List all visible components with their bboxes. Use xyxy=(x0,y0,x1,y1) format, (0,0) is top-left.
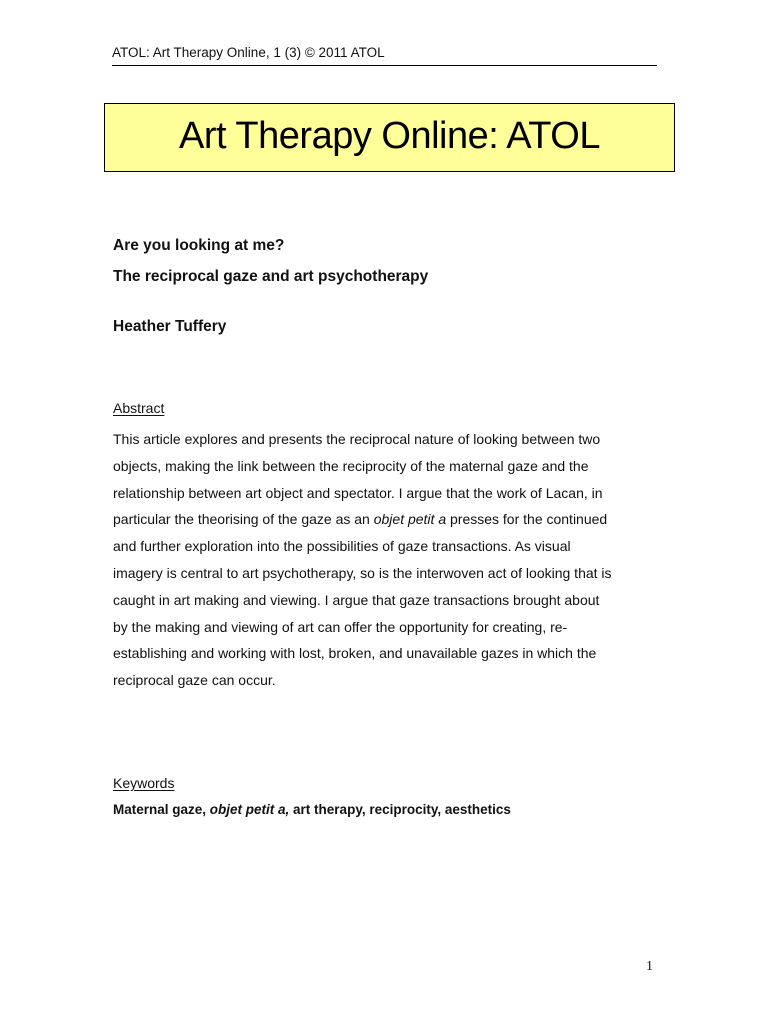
abstract-line: establishing and working with lost, broken, and unavailable gazes in which the xyxy=(113,645,597,662)
abstract-line: This article explores and presents the reciprocal nature of looking between two xyxy=(113,431,601,447)
abstract-text-segment: presses for the continued xyxy=(446,511,608,528)
journal-banner-title: Art Therapy Online: ATOL xyxy=(179,114,600,157)
abstract-line: objects, making the link between the reciprocity of the maternal gaze and the xyxy=(113,457,589,474)
article-title-line-1: Are you looking at me? xyxy=(113,237,285,254)
journal-banner xyxy=(104,103,675,172)
abstract-heading: Abstract xyxy=(113,400,165,416)
abstract-line: reciprocal gaze can occur. xyxy=(113,672,276,689)
article-title-line-2: The reciprocal gaze and art psychotherapy xyxy=(113,268,429,285)
abstract-text-segment: particular the theorising of the gaze as an xyxy=(113,511,374,528)
keywords-list xyxy=(113,800,511,820)
abstract-line: imagery is central to art psychotherapy, so is the interwoven act of looking that is xyxy=(113,564,612,581)
abstract-italic-term: objet petit a xyxy=(373,511,447,528)
abstract-body xyxy=(113,426,658,694)
abstract-line: relationship between art object and spectator. I argue that the work of Lacan, in xyxy=(113,484,603,501)
keywords-text-segment: Maternal gaze, xyxy=(113,802,210,817)
keywords-italic-term: objet petit a, xyxy=(209,802,290,817)
abstract-line: caught in art making and viewing. I argue that gaze transactions brought about xyxy=(113,591,600,608)
abstract-line: and further exploration into the possibilities of gaze transactions. As visual xyxy=(113,538,571,555)
abstract-line xyxy=(113,506,658,533)
article-author: Heather Tuffery xyxy=(113,318,227,335)
page-number: 1 xyxy=(646,959,653,974)
running-header: ATOL: Art Therapy Online, 1 (3) © 2011 ATOL xyxy=(112,44,657,66)
keywords-text-segment: art therapy, reciprocity, aesthetics xyxy=(289,802,511,817)
abstract-line: by the making and viewing of art can offer the opportunity for creating, re- xyxy=(113,618,568,635)
keywords-heading: Keywords xyxy=(113,775,175,791)
